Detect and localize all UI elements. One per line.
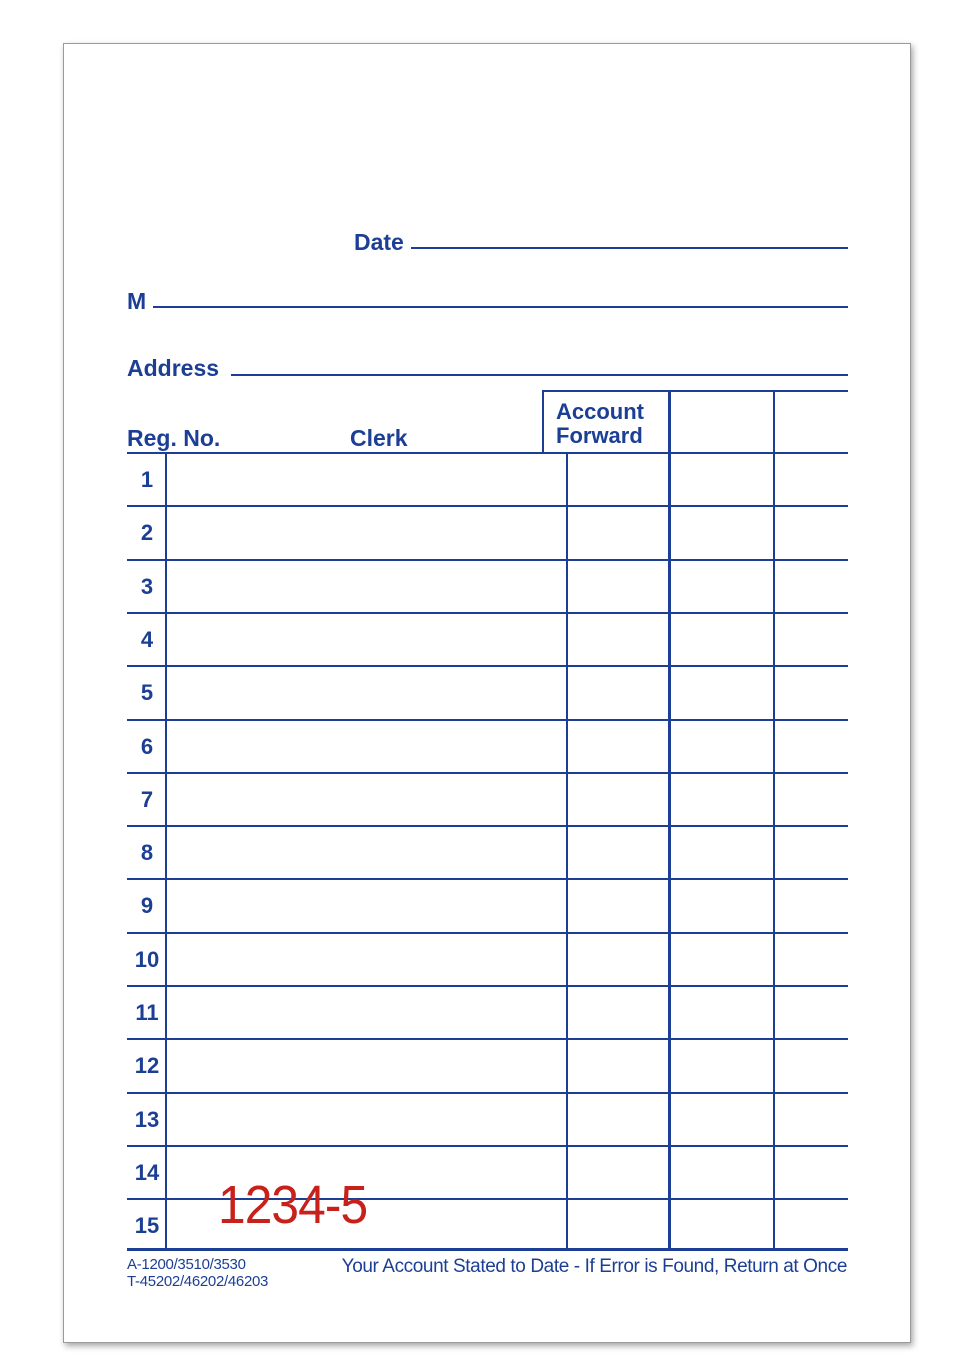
account-forward-line1: Account [556,399,644,424]
form-codes-line1: A-1200/3510/3530 [127,1256,246,1273]
row-number: 7 [140,787,154,812]
row-divider-line [127,985,848,987]
row-number: 12 [134,1053,160,1078]
row-number: 9 [140,893,154,918]
row-number: 11 [135,1000,159,1025]
row-divider-line [127,452,848,454]
row-divider-line [127,1038,848,1040]
account-box-top-line [542,390,848,392]
row-number: 4 [140,627,154,652]
clerk-label: Clerk [350,425,408,451]
row-number: 14 [134,1160,160,1185]
address-label: Address [127,355,220,381]
footer-notice: Your Account Stated to Date - If Error is Found, Return at Once [341,1256,847,1277]
row-number: 8 [140,840,154,865]
row-divider-line [127,878,848,880]
row-divider-line [127,559,848,561]
row-number: 10 [134,947,160,972]
address-field-line[interactable] [231,374,848,376]
account-forward-column-divider [668,390,671,1249]
row-divider-line [127,772,848,774]
form-codes [127,1256,268,1290]
row-divider-line [127,505,848,507]
reg-no-label: Reg. No. [127,425,221,451]
account-forward-line2: Forward [556,423,643,448]
row-number: 3 [140,574,154,599]
row-number: 15 [134,1213,160,1238]
row-number: 1 [140,467,154,492]
row-divider-line [127,1145,848,1147]
row-divider-line [127,932,848,934]
row-number: 2 [140,520,154,545]
sales-slip-form [63,43,911,1343]
m-label: M [127,288,147,314]
row-divider-line [127,612,848,614]
row-number: 6 [140,734,154,759]
account-box-left-line [542,390,544,452]
grid-bottom-line [127,1248,848,1251]
serial-number: 1234-5 [218,1175,368,1235]
amount-column-divider [773,390,775,1249]
date-label: Date [354,229,404,255]
form-codes-line2: T-45202/46202/46203 [127,1273,269,1290]
description-column-divider [566,453,568,1249]
row-divider-line [127,1092,848,1094]
date-field-line[interactable] [411,247,848,249]
m-field-line[interactable] [153,306,848,308]
account-forward-header [556,400,666,448]
row-divider-line [127,719,848,721]
row-number: 13 [134,1107,160,1132]
row-divider-line [127,665,848,667]
row-divider-line [127,825,848,827]
row-number: 5 [140,680,154,705]
